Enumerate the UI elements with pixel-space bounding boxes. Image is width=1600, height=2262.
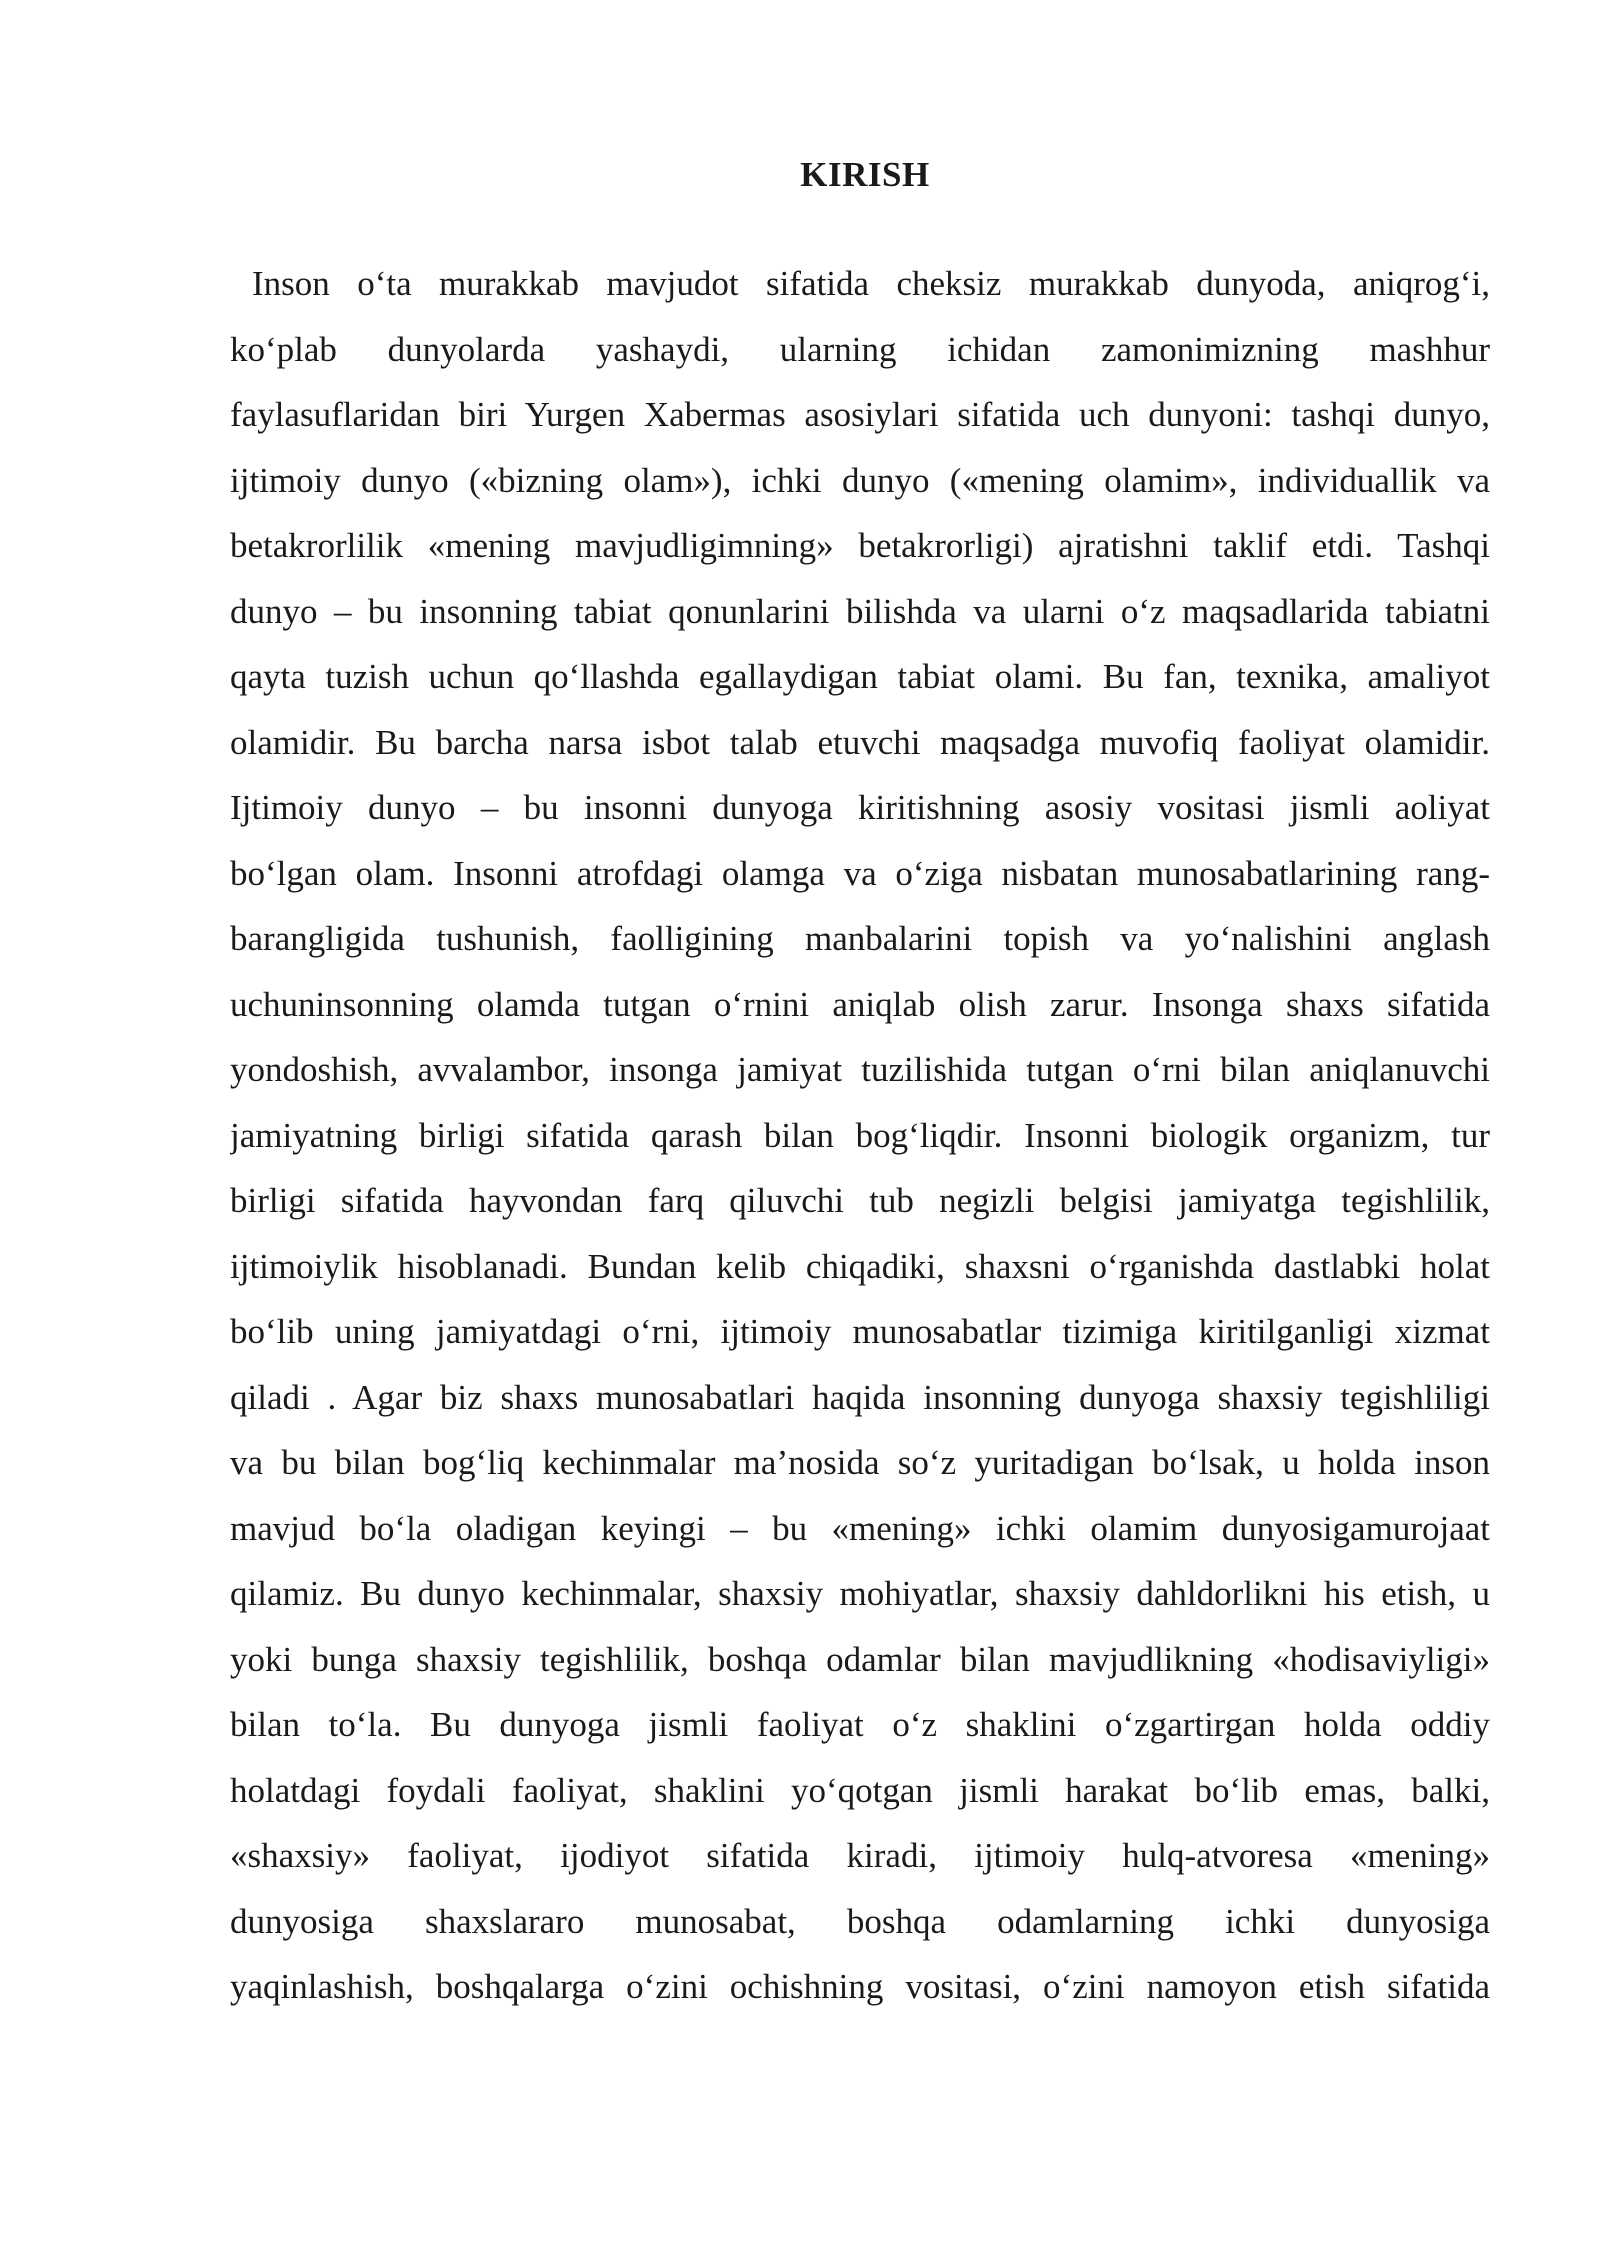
text-line: faylasuflaridan biri Yurgen Xabermas asosiylari sifatida uch dunyoni: tashqi dunyo, bbox=[230, 395, 1490, 434]
text-line: bilan to‘la. Bu dunyoga jismli faoliyat o‘z shaklini o‘zgartirgan holda oddiy bbox=[230, 1705, 1490, 1744]
text-line: ijtimoiy dunyo («bizning olam»), ichki dunyo («mening olamim», individuallik va bbox=[230, 460, 1490, 500]
text-line: qiladi . Agar biz shaxs munosabatlari haqida insonning dunyoga shaxsiy tegishliligi bbox=[230, 1377, 1490, 1417]
text-line: yoki bunga shaxsiy tegishlilik, boshqa odamlar bilan mavjudlikning «hodisaviyligi» bbox=[230, 1639, 1490, 1679]
text-line: qilamiz. Bu dunyo kechinmalar, shaxsiy mohiyatlar, shaxsiy dahldorlikni his etish, u bbox=[230, 1574, 1490, 1613]
text-line: yaqinlashish, boshqalarga o‘zini ochishning vositasi, o‘zini namoyon etish sifatida bbox=[230, 1967, 1490, 2006]
text-line: mavjud bo‘la oladigan keyingi – bu «mening» ichki olamim dunyosigamurojaat bbox=[230, 1508, 1490, 1548]
page-title: KIRISH bbox=[800, 155, 930, 194]
text-line: bo‘lgan olam. Insonni atrofdagi olamga va o‘ziga nisbatan munosabatlarining rang- bbox=[230, 853, 1490, 893]
text-line: «shaxsiy» faoliyat, ijodiyot sifatida kiradi, ijtimoiy hulq-atvoresa «mening» bbox=[230, 1836, 1490, 1875]
text-line: olamidir. Bu barcha narsa isbot talab etuvchi maqsadga muvofiq faoliyat olamidir. bbox=[230, 722, 1490, 762]
text-line: dunyo – bu insonning tabiat qonunlarini bilishda va ularni o‘z maqsadlarida tabiatni bbox=[230, 591, 1490, 631]
text-line: birligi sifatida hayvondan farq qiluvchi tub negizli belgisi jamiyatga tegishlilik, bbox=[230, 1181, 1490, 1220]
text-line: yondoshish, avvalambor, insonga jamiyat tuzilishida tutgan o‘rni bilan aniqlanuvchi bbox=[230, 1050, 1490, 1089]
text-line: holatdagi foydali faoliyat, shaklini yo‘qotgan jismli harakat bo‘lib emas, balki, bbox=[230, 1770, 1490, 1810]
text-line: ijtimoiylik hisoblanadi. Bundan kelib chiqadiki, shaxsni o‘rganishda dastlabki holat bbox=[230, 1246, 1490, 1286]
text-line: dunyosiga shaxslararo munosabat, boshqa odamlarning ichki dunyosiga bbox=[230, 1901, 1490, 1941]
body-paragraph bbox=[230, 251, 1490, 2020]
text-line: ko‘plab dunyolarda yashaydi, ularning ichidan zamonimizning mashhur bbox=[230, 329, 1490, 369]
text-line: jamiyatning birligi sifatida qarash bilan bog‘liqdir. Insonni biologik organizm, tur bbox=[230, 1115, 1490, 1155]
text-line: betakrorlilik «mening mavjudligimning» betakrorligi) ajratishni taklif etdi. Tashqi bbox=[230, 526, 1490, 565]
text-line: bo‘lib uning jamiyatdagi o‘rni, ijtimoiy munosabatlar tizimiga kiritilganligi xizmat bbox=[230, 1312, 1490, 1351]
text-line: qayta tuzish uchun qo‘llashda egallaydigan tabiat olami. Bu fan, texnika, amaliyot bbox=[230, 657, 1490, 696]
text-line: va bu bilan bog‘liq kechinmalar ma’nosida so‘z yuritadigan bo‘lsak, u holda inson bbox=[230, 1443, 1490, 1482]
text-line: Inson o‘ta murakkab mavjudot sifatida cheksiz murakkab dunyoda, aniqrog‘i, bbox=[252, 264, 1490, 303]
text-line: uchuninsonning olamda tutgan o‘rnini aniqlab olish zarur. Insonga shaxs sifatida bbox=[230, 984, 1490, 1024]
text-line: barangligida tushunish, faolligining manbalarini topish va yo‘nalishini anglash bbox=[230, 919, 1490, 958]
text-line: Ijtimoiy dunyo – bu insonni dunyoga kiritishning asosiy vositasi jismli aoliyat bbox=[230, 788, 1490, 827]
